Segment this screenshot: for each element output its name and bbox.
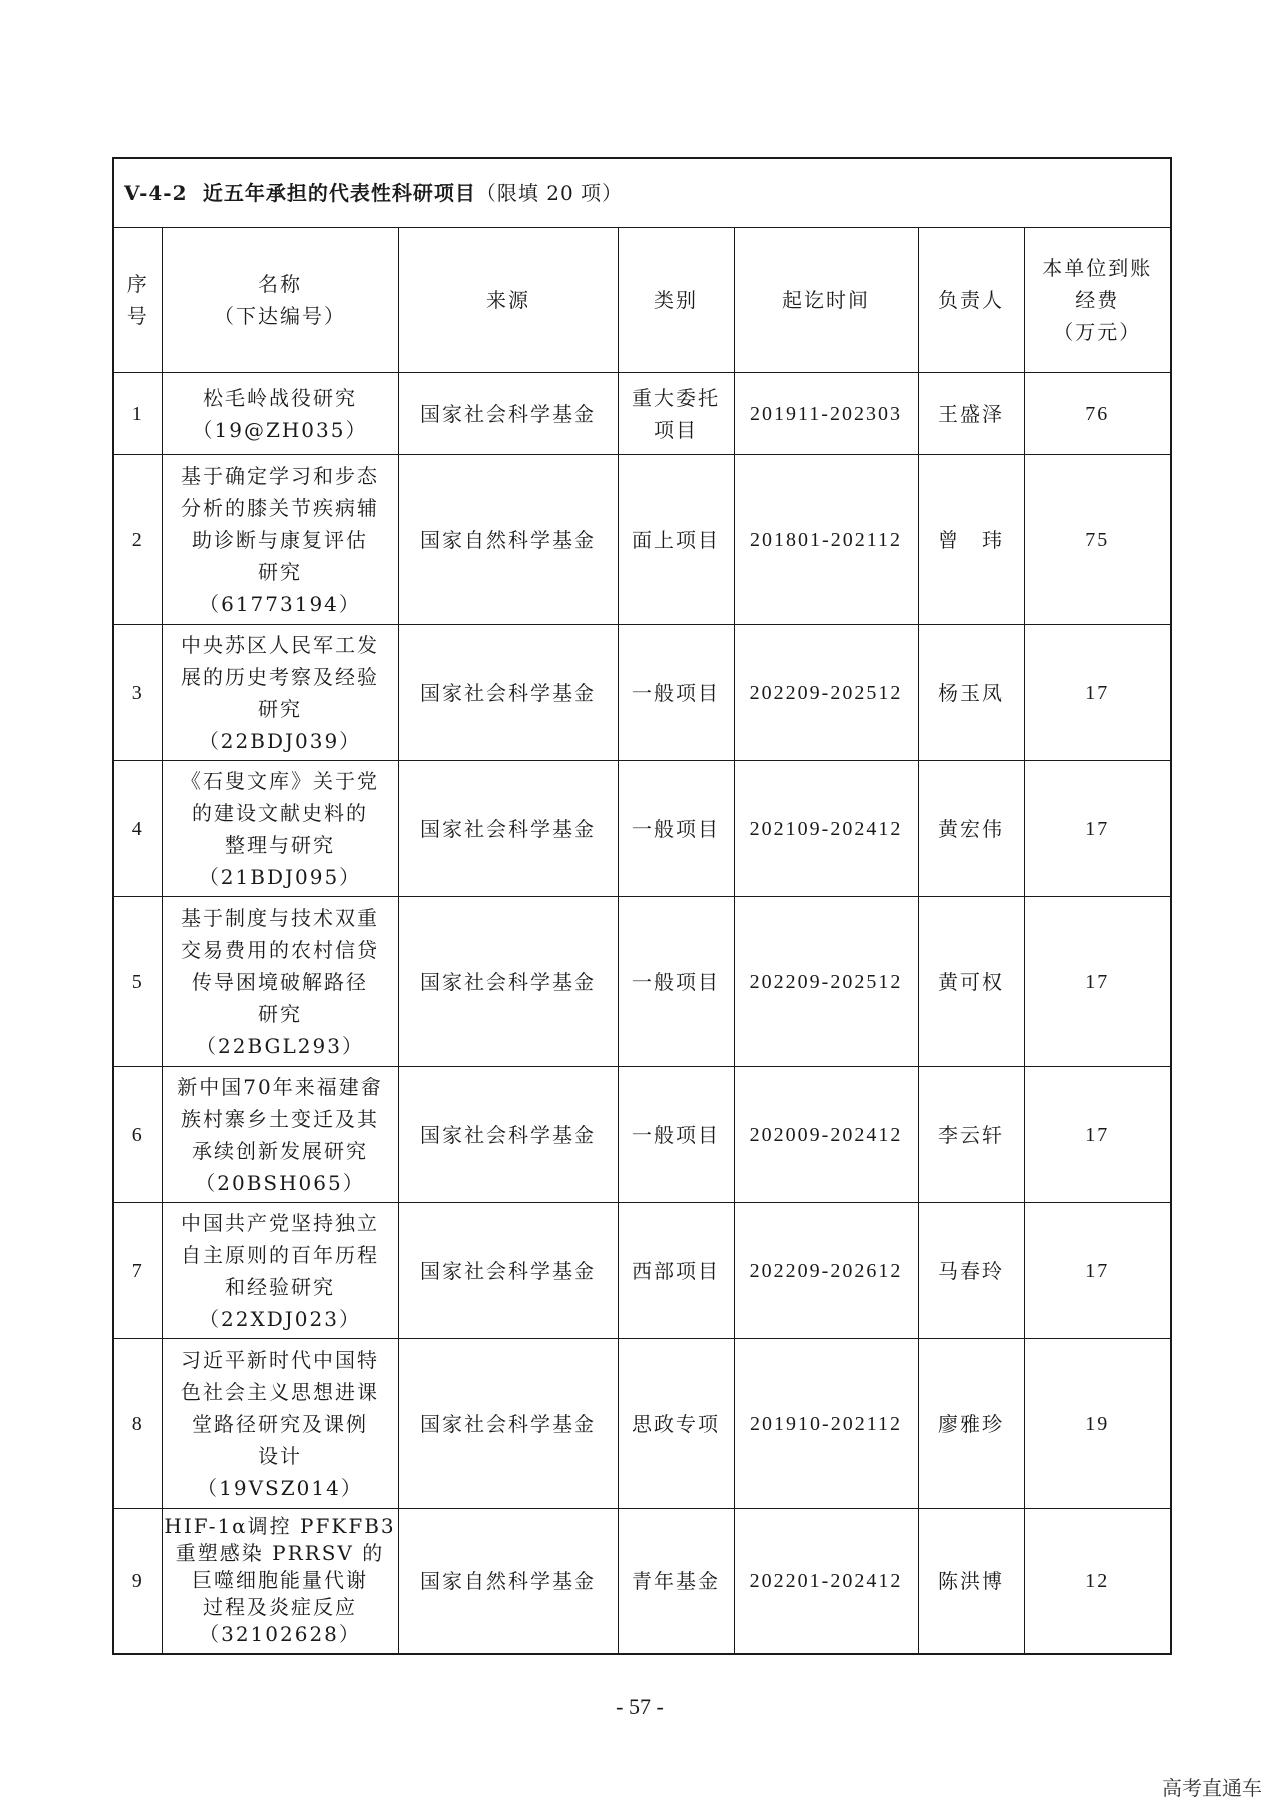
cell-index: 9 (113, 1509, 162, 1654)
cell-name-line: （19VSZ014） (197, 1475, 363, 1500)
cell-leader: 黄宏伟 (918, 761, 1024, 897)
header-period: 起讫时间 (734, 228, 918, 373)
cell-name-line: 族村寨乡土变迁及其 (181, 1106, 379, 1131)
cell-funding: 76 (1024, 373, 1171, 455)
cell-category (618, 897, 734, 1067)
cell-index: 2 (113, 455, 162, 625)
cell-funding: 17 (1024, 1067, 1171, 1203)
cell-name-line: 整理与研究 (225, 832, 335, 857)
cell-name-line: 中央苏区人民军工发 (181, 632, 379, 657)
cell-name-line: （21BDJ095） (198, 864, 362, 889)
cell-name-line: 研究 (258, 696, 302, 721)
cell-name-line: 松毛岭战役研究 (203, 385, 357, 410)
section-title (113, 158, 1171, 228)
cell-index: 5 (113, 897, 162, 1067)
header-leader: 负责人 (918, 228, 1024, 373)
cell-name-line: 《石叟文库》关于党 (181, 768, 379, 793)
cell-name-line: （22BDJ039） (198, 728, 362, 753)
cell-name-line: HIF-1α调控 PFKFB3 (164, 1514, 396, 1539)
cell-name-line: （19@ZH035） (192, 417, 368, 442)
table-row (113, 625, 1171, 761)
cell-category (618, 455, 734, 625)
header-funding-line: 本单位到账 (1042, 256, 1153, 280)
cell-category-line: 一般项目 (632, 969, 720, 994)
header-index-line: 号 (126, 304, 149, 328)
cell-period: 202201-202412 (734, 1509, 918, 1654)
cell-source: 国家社会科学基金 (398, 1339, 618, 1509)
cell-name-line: 新中国70年来福建畲 (177, 1074, 383, 1099)
table-row (113, 1509, 1171, 1654)
cell-name-line: 传导困境破解路径 (192, 969, 368, 994)
header-name (162, 228, 398, 373)
cell-period: 202209-202612 (734, 1203, 918, 1339)
cell-index: 7 (113, 1203, 162, 1339)
header-category: 类别 (618, 228, 734, 373)
cell-name (162, 373, 398, 455)
cell-name-line: 承续创新发展研究 (192, 1138, 368, 1163)
cell-category-line: 一般项目 (632, 1122, 720, 1147)
cell-name-line: 中国共产党坚持独立 (181, 1210, 379, 1235)
cell-index: 6 (113, 1067, 162, 1203)
cell-name (162, 1339, 398, 1509)
cell-name (162, 1067, 398, 1203)
cell-index: 4 (113, 761, 162, 897)
table-row (113, 1203, 1171, 1339)
cell-name-line: 助诊断与康复评估 (192, 527, 368, 552)
cell-category-line: 青年基金 (632, 1568, 720, 1593)
cell-index: 8 (113, 1339, 162, 1509)
cell-name-line: （22BGL293） (196, 1033, 364, 1058)
header-index-line: 序 (126, 272, 149, 296)
cell-period: 201911-202303 (734, 373, 918, 455)
cell-leader: 李云轩 (918, 1067, 1024, 1203)
cell-name-line: 和经验研究 (225, 1274, 335, 1299)
cell-category-line: 一般项目 (632, 680, 720, 705)
cell-funding: 17 (1024, 625, 1171, 761)
header-name-line: 名称 (258, 272, 302, 296)
cell-source: 国家社会科学基金 (398, 897, 618, 1067)
cell-category (618, 1203, 734, 1339)
cell-leader: 黄可权 (918, 897, 1024, 1067)
cell-name-line: 展的历史考察及经验 (181, 664, 379, 689)
cell-funding: 17 (1024, 1203, 1171, 1339)
cell-category (618, 625, 734, 761)
cell-funding: 17 (1024, 761, 1171, 897)
cell-source: 国家社会科学基金 (398, 1067, 618, 1203)
table-row (113, 897, 1171, 1067)
cell-leader: 杨玉凤 (918, 625, 1024, 761)
cell-name-line: 设计 (258, 1443, 302, 1468)
cell-name-line: 研究 (258, 1001, 302, 1026)
header-name-line: （下达编号） (214, 304, 346, 328)
cell-period: 201910-202112 (734, 1339, 918, 1509)
cell-source: 国家社会科学基金 (398, 1203, 618, 1339)
header-row (113, 228, 1171, 373)
page-number: - 57 - (616, 1694, 664, 1719)
cell-name-line: 色社会主义思想进课 (181, 1379, 379, 1404)
header-source: 来源 (398, 228, 618, 373)
cell-category-line: 思政专项 (632, 1411, 720, 1436)
projects-table (112, 157, 1172, 1655)
cell-name (162, 455, 398, 625)
table-row (113, 373, 1171, 455)
cell-period: 202209-202512 (734, 897, 918, 1067)
table-row (113, 761, 1171, 897)
cell-funding: 12 (1024, 1509, 1171, 1654)
header-funding-line: 经费 (1075, 288, 1120, 312)
cell-period: 202109-202412 (734, 761, 918, 897)
cell-source: 国家社会科学基金 (398, 625, 618, 761)
cell-source: 国家自然科学基金 (398, 1509, 618, 1654)
cell-name-line: 堂路径研究及课例 (192, 1411, 368, 1436)
cell-name-line: 交易费用的农村信贷 (181, 937, 379, 962)
cell-name-line: 基于确定学习和步态 (181, 463, 379, 488)
cell-name-line: 分析的膝关节疾病辅 (181, 495, 379, 520)
cell-name-line: 基于制度与技术双重 (181, 905, 379, 930)
cell-leader: 王盛泽 (918, 373, 1024, 455)
cell-category-line: 一般项目 (632, 816, 720, 841)
cell-name-line: （32102628） (199, 1622, 361, 1647)
cell-source: 国家社会科学基金 (398, 761, 618, 897)
cell-name (162, 1509, 398, 1654)
cell-name-line: （22XDJ023） (199, 1306, 361, 1331)
cell-category-line: 西部项目 (632, 1258, 720, 1283)
section-title-text: 近五年承担的代表性科研项目 (202, 181, 476, 205)
cell-leader: 马春玲 (918, 1203, 1024, 1339)
cell-funding: 19 (1024, 1339, 1171, 1509)
cell-name (162, 1203, 398, 1339)
cell-name-line: 重塑感染 PRRSV 的 (175, 1541, 385, 1566)
cell-name-line: 研究 (258, 559, 302, 584)
cell-period: 202009-202412 (734, 1067, 918, 1203)
cell-name-line: 习近平新时代中国特 (181, 1347, 379, 1372)
cell-leader: 曾 玮 (918, 455, 1024, 625)
cell-name (162, 625, 398, 761)
cell-name-line: （20BSH065） (195, 1170, 365, 1195)
cell-category (618, 1067, 734, 1203)
section-title-row (113, 158, 1171, 228)
cell-leader: 陈洪博 (918, 1509, 1024, 1654)
cell-category (618, 761, 734, 897)
cell-period: 201801-202112 (734, 455, 918, 625)
cell-name-line: （61773194） (199, 591, 361, 616)
cell-period: 202209-202512 (734, 625, 918, 761)
cell-category (618, 1339, 734, 1509)
header-funding-line: （万元） (1053, 320, 1142, 344)
table-row (113, 1339, 1171, 1509)
header-funding (1024, 228, 1171, 373)
cell-category (618, 1509, 734, 1654)
cell-category-line: 项目 (654, 417, 698, 442)
section-note: （限填 20 项） (475, 181, 624, 205)
table-row (113, 1067, 1171, 1203)
cell-category-line: 重大委托 (632, 385, 720, 410)
cell-source: 国家自然科学基金 (398, 455, 618, 625)
cell-name-line: 的建设文献史料的 (192, 800, 368, 825)
table-row (113, 455, 1171, 625)
cell-index: 1 (113, 373, 162, 455)
cell-name-line: 过程及炎症反应 (203, 1595, 357, 1620)
header-index (113, 228, 162, 373)
section-code: V-4-2 (124, 181, 188, 205)
cell-source: 国家社会科学基金 (398, 373, 618, 455)
cell-index: 3 (113, 625, 162, 761)
cell-category-line: 面上项目 (632, 527, 720, 552)
cell-name (162, 897, 398, 1067)
cell-leader: 廖雅珍 (918, 1339, 1024, 1509)
cell-funding: 17 (1024, 897, 1171, 1067)
cell-name-line: 巨噬细胞能量代谢 (192, 1568, 368, 1593)
cell-funding: 75 (1024, 455, 1171, 625)
cell-category (618, 373, 734, 455)
cell-name-line: 自主原则的百年历程 (181, 1242, 379, 1267)
cell-name (162, 761, 398, 897)
watermark-text: 高考直通车 (1162, 1776, 1262, 1800)
